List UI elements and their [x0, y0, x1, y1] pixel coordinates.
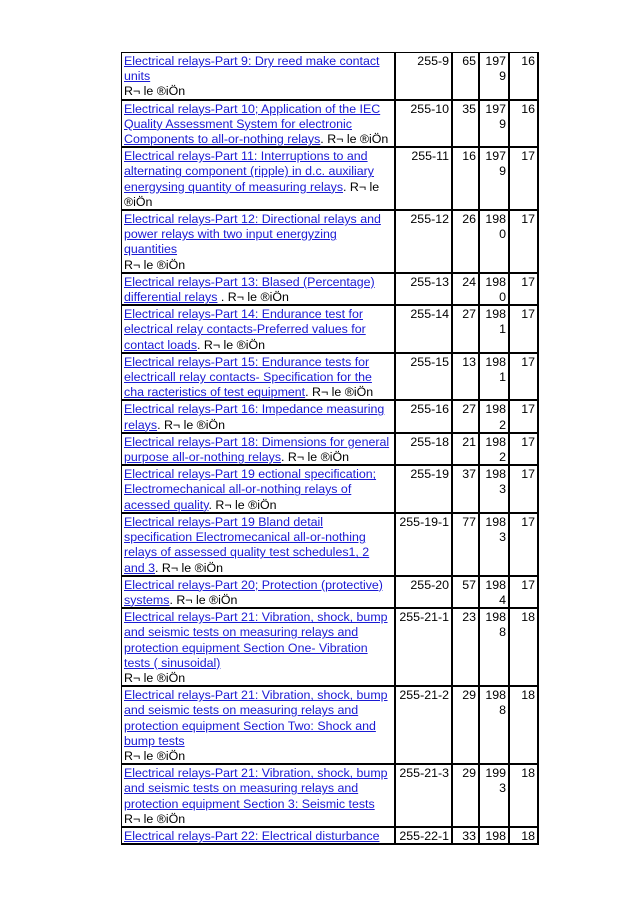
title-suffix: R¬ le ®iÖn: [124, 670, 186, 685]
standard-title-link[interactable]: Electrical relays-Part 21: Vibration, shock, bump and seismic tests on measuring relays and protection equipment Section One- Vibration tests ( sinusoidal): [124, 610, 388, 670]
standard-code-cell: 255-21-3: [396, 765, 453, 828]
page-count-cell: 29: [453, 765, 480, 828]
table-row: [122, 514, 539, 577]
year-cell: 1984: [480, 577, 510, 609]
standard-title-link[interactable]: Electrical relays-Part 14: Endurance test for electrical relay contacts-Preferred values for contact loads: [124, 307, 366, 352]
price-group-cell: 17: [510, 434, 539, 466]
page-count-cell: 27: [453, 401, 480, 433]
standard-code-cell: 255-21-2: [396, 687, 453, 765]
year-cell: 1981: [480, 306, 510, 354]
title-suffix: R¬ le ®iÖn: [287, 450, 350, 465]
title-suffix: R¬ le ®iÖn: [163, 417, 226, 432]
price-group-cell: 17: [510, 306, 539, 354]
title-cell: [122, 577, 396, 609]
title-cell: [122, 148, 396, 211]
year-cell: 1980: [480, 211, 510, 274]
title-separator: .: [305, 385, 313, 400]
page-count-cell: 24: [453, 274, 480, 306]
table-row: [122, 434, 539, 466]
year-cell: 198: [480, 828, 510, 845]
title-suffix: R¬ le ®iÖn: [161, 560, 224, 575]
standard-title-link[interactable]: Electrical relays-Part 12: Directional relays and power relays with two input energyzing quantities: [124, 212, 381, 257]
year-cell: 1993: [480, 765, 510, 828]
table-row: [122, 401, 539, 433]
standard-code-cell: 255-19: [396, 466, 453, 514]
standard-code-cell: 255-22-1: [396, 828, 453, 845]
page-count-cell: 57: [453, 577, 480, 609]
title-suffix: R¬ le ®iÖn: [215, 497, 277, 512]
title-cell: [122, 828, 396, 845]
title-cell: [122, 466, 396, 514]
title-suffix: R¬ le ®iÖn: [124, 811, 186, 826]
price-group-cell: 17: [510, 401, 539, 433]
title-cell: [122, 687, 396, 765]
title-suffix: R¬ le ®iÖn: [176, 592, 238, 607]
page-count-cell: 23: [453, 609, 480, 687]
standard-title-link[interactable]: Electrical relays-Part 22: Electrical disturbance: [124, 828, 380, 843]
title-cell: [122, 211, 396, 274]
standard-code-cell: 255-20: [396, 577, 453, 609]
title-cell: [122, 609, 396, 687]
year-cell: 1982: [480, 434, 510, 466]
standard-title-link[interactable]: Electrical relays-Part 21: Vibration, shock, bump and seismic tests on measuring relays and protection equipment Section Two: Shock and bump tests: [124, 688, 388, 748]
title-suffix: R¬ le ®iÖn: [312, 385, 374, 400]
title-suffix: R¬ le ®iÖn: [124, 257, 186, 272]
title-cell: [122, 765, 396, 828]
price-group-cell: 18: [510, 765, 539, 828]
title-separator: .: [155, 560, 162, 575]
year-cell: 1979: [480, 148, 510, 211]
page-count-cell: 26: [453, 211, 480, 274]
standard-code-cell: 255-11: [396, 148, 453, 211]
title-suffix: R¬ le ®iÖn: [227, 290, 289, 305]
title-cell: [122, 53, 396, 101]
standard-code-cell: 255-9: [396, 53, 453, 101]
standard-code-cell: 255-10: [396, 101, 453, 149]
standard-code-cell: 255-12: [396, 211, 453, 274]
page-count-cell: 77: [453, 514, 480, 577]
table-row: [122, 609, 539, 687]
year-cell: 1982: [480, 401, 510, 433]
title-separator: .: [281, 450, 288, 465]
standard-code-cell: 255-13: [396, 274, 453, 306]
standard-title-link[interactable]: Electrical relays-Part 19 ectional specification; Electromechanical all-or-nothing relays of acessed quality: [124, 467, 377, 512]
standard-title-link[interactable]: Electrical relays-Part 15: Endurance tests for electricall relay contacts- Specification for the cha racteristics of test equipment: [124, 354, 372, 400]
title-cell: [122, 274, 396, 306]
page-count-cell: 65: [453, 53, 480, 101]
table-row: [122, 306, 539, 354]
title-suffix: R¬ le ®iÖn: [124, 179, 380, 209]
standard-title-link[interactable]: Electrical relays-Part 11: Interruptions to and alternating component (ripple) in d.c. auxiliary energysing quantity of measuring relays: [124, 149, 375, 194]
price-group-cell: 16: [510, 53, 539, 101]
standard-title-link[interactable]: Electrical relays-Part 20; Protection (protective) systems: [124, 577, 383, 607]
year-cell: 1981: [480, 354, 510, 402]
year-cell: 1979: [480, 53, 510, 101]
page-count-cell: 37: [453, 466, 480, 514]
year-cell: 1983: [480, 466, 510, 514]
title-separator: .: [217, 290, 228, 305]
title-cell: [122, 306, 396, 354]
price-group-cell: 18: [510, 687, 539, 765]
page-count-cell: 13: [453, 354, 480, 402]
title-cell: [122, 434, 396, 466]
standard-code-cell: 255-21-1: [396, 609, 453, 687]
standard-code-cell: 255-16: [396, 401, 453, 433]
title-suffix: R¬ le ®iÖn: [124, 748, 186, 763]
table-row: [122, 211, 539, 274]
table-row: [122, 354, 539, 402]
page-count-cell: 35: [453, 101, 480, 149]
title-suffix: R¬ le ®iÖn: [203, 337, 266, 352]
page-count-cell: 27: [453, 306, 480, 354]
table-body: [122, 53, 539, 845]
price-group-cell: 17: [510, 148, 539, 211]
standard-title-link[interactable]: Electrical relays-Part 13: Blased (Percentage) differential relays: [124, 274, 375, 305]
page-count-cell: 16: [453, 148, 480, 211]
table-row: [122, 466, 539, 514]
table-row: [122, 828, 539, 845]
price-group-cell: 18: [510, 609, 539, 687]
table-row: [122, 274, 539, 306]
table-row: [122, 101, 539, 149]
table-row: [122, 53, 539, 101]
table-row: [122, 577, 539, 609]
year-cell: 1988: [480, 687, 510, 765]
standard-code-cell: 255-15: [396, 354, 453, 402]
title-separator: .: [208, 497, 216, 512]
price-group-cell: 18: [510, 828, 539, 845]
year-cell: 1980: [480, 274, 510, 306]
standard-title-link[interactable]: Electrical relays-Part 9: Dry reed make contact units: [124, 54, 380, 84]
price-group-cell: 17: [510, 354, 539, 402]
price-group-cell: 16: [510, 101, 539, 149]
year-cell: 1983: [480, 514, 510, 577]
title-cell: [122, 401, 396, 433]
title-separator: .: [169, 592, 177, 607]
table-row: [122, 148, 539, 211]
title-separator: .: [197, 337, 204, 352]
title-suffix: R¬ le ®iÖn: [327, 132, 389, 147]
standard-title-link[interactable]: Electrical relays-Part 16: Impedance measuring relays: [124, 402, 385, 432]
title-separator: .: [343, 179, 350, 194]
title-suffix: R¬ le ®iÖn: [124, 84, 186, 99]
standard-title-link[interactable]: Electrical relays-Part 21: Vibration, shock, bump and seismic tests on measuring relays and protection equipment Section 3: Seismic tests: [124, 766, 388, 811]
standard-code-cell: 255-14: [396, 306, 453, 354]
title-cell: [122, 101, 396, 149]
price-group-cell: 17: [510, 577, 539, 609]
standard-title-link[interactable]: Electrical relays-Part 19 Bland detail specification Electromecanical all-or-nothing relays of assessed quality test schedules1, 2 and 3: [124, 514, 370, 575]
price-group-cell: 17: [510, 274, 539, 306]
standard-title-link[interactable]: Electrical relays-Part 18: Dimensions for general purpose all-or-nothing relays: [124, 434, 390, 465]
title-separator: .: [157, 417, 164, 432]
standard-code-cell: 255-18: [396, 434, 453, 466]
table-row: [122, 687, 539, 765]
year-cell: 1988: [480, 609, 510, 687]
title-cell: [122, 354, 396, 402]
standard-code-cell: 255-19-1: [396, 514, 453, 577]
table-row: [122, 765, 539, 828]
title-cell: [122, 514, 396, 577]
price-group-cell: 17: [510, 466, 539, 514]
page-count-cell: 29: [453, 687, 480, 765]
standards-table: [121, 52, 539, 845]
title-separator: .: [320, 132, 328, 147]
year-cell: 1979: [480, 101, 510, 149]
standard-title-link[interactable]: Electrical relays-Part 10; Application of the IEC Quality Assessment System for electronic Components to all-or-nothing relays: [124, 101, 381, 147]
page-count-cell: 33: [453, 828, 480, 845]
price-group-cell: 17: [510, 211, 539, 274]
price-group-cell: 17: [510, 514, 539, 577]
page-count-cell: 21: [453, 434, 480, 466]
